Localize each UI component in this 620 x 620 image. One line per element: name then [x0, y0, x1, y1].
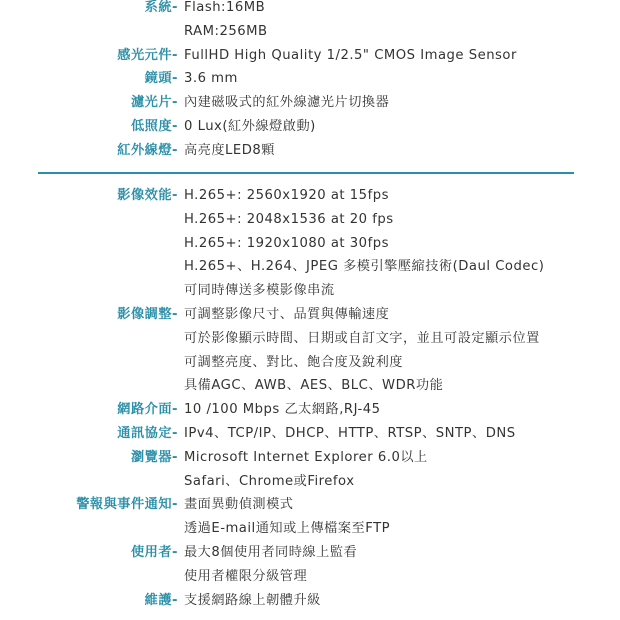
spec-value-line: 內建磁吸式的紅外線濾光片切換器 [184, 95, 390, 111]
spec-label: 低照度- [130, 118, 178, 134]
spec-value [184, 493, 620, 541]
spec-value-line: 畫面異動偵測模式 [184, 497, 294, 513]
spec-label: 系統- [144, 0, 178, 15]
spec-row-filter [0, 91, 620, 115]
spec-label: 通訊協定- [117, 425, 178, 441]
spec-label: 鏡頭- [144, 71, 178, 87]
spec-value-line: 10 /100 Mbps 乙太網路,RJ-45 [184, 402, 381, 418]
spec-label: 感光元件- [117, 47, 178, 63]
spec-value-line: H.265+: 1920x1080 at 30fps [184, 235, 389, 251]
spec-value [184, 446, 620, 494]
spec-row-protocols [0, 422, 620, 446]
spec-row-maintenance [0, 589, 620, 613]
spec-value [184, 589, 620, 613]
spec-value-line: H.265+: 2560x1920 at 15fps [184, 188, 389, 203]
spec-value [184, 115, 620, 139]
spec-label: 維護- [144, 592, 178, 608]
spec-value-line: Microsoft Internet Explorer 6.0以上 [184, 449, 428, 465]
spec-label: 濾光片- [130, 95, 178, 111]
spec-value [184, 0, 620, 44]
spec-row-min-illumination [0, 115, 620, 139]
spec-value-line: 透過E-mail通知或上傳檔案至FTP [184, 521, 391, 537]
spec-value-line: 0 Lux(紅外線燈啟動) [184, 118, 316, 134]
spec-row-sensor [0, 44, 620, 68]
spec-value-line: 可於影像顯示時間、日期或自訂文字，並且可設定顯示位置 [184, 330, 540, 346]
spec-value-line: Safari、Chrome或Firefox [184, 473, 355, 489]
spec-value [184, 139, 620, 163]
spec-label: 影像效能- [117, 188, 178, 203]
spec-value-line: RAM:256MB [184, 23, 268, 39]
spec-value-line: 高亮度LED8顆 [184, 142, 275, 158]
spec-value [184, 184, 620, 303]
spec-row-system [0, 0, 620, 44]
spec-value [184, 67, 620, 91]
spec-value-line: IPv4、TCP/IP、DHCP、HTTP、RTSP、SNTP、DNS [184, 425, 516, 441]
spec-value-line: H.265+: 2048x1536 at 20 fps [184, 211, 394, 227]
spec-value-line: H.265+、H.264、JPEG 多模引擎壓縮技術(Daul Codec) [184, 259, 545, 275]
spec-label: 網路介面- [117, 402, 178, 418]
spec-value [184, 303, 620, 398]
spec-value-line: Flash:16MB [184, 0, 266, 15]
spec-label: 使用者- [130, 544, 178, 560]
spec-label: 影像調整- [117, 306, 178, 322]
spec-value-line: 支援網路線上韌體升級 [184, 592, 321, 608]
spec-value-line: 3.6 mm [184, 71, 238, 87]
spec-value-line: 可調整影像尺寸、品質與傳輸速度 [184, 306, 390, 322]
spec-list-hardware [0, 0, 620, 163]
spec-value-line: FullHD High Quality 1/2.5" CMOS Image Sensor [184, 47, 517, 63]
spec-value [184, 398, 620, 422]
spec-row-alarm-event [0, 493, 620, 541]
spec-value [184, 91, 620, 115]
spec-row-video-adjustment [0, 303, 620, 398]
spec-value-line: 使用者權限分級管理 [184, 568, 308, 584]
spec-row-lens [0, 67, 620, 91]
spec-label: 瀏覽器- [130, 449, 178, 465]
spec-value-line: 可同時傳送多模影像串流 [184, 283, 335, 299]
spec-value [184, 44, 620, 68]
spec-label: 警報與事件通知- [76, 497, 178, 513]
spec-value [184, 541, 620, 589]
spec-row-browser [0, 446, 620, 494]
spec-row-users [0, 541, 620, 589]
spec-value-line: 最大8個使用者同時線上監看 [184, 544, 358, 560]
spec-list-software [0, 184, 620, 612]
spec-row-video-performance [0, 184, 620, 303]
spec-value [184, 422, 620, 446]
section-divider [38, 172, 574, 174]
spec-label: 紅外線燈- [117, 142, 178, 158]
spec-row-ir-led [0, 139, 620, 163]
spec-value-line: 可調整亮度、對比、飽合度及銳利度 [184, 354, 403, 370]
spec-row-network-interface [0, 398, 620, 422]
spec-value-line: 具備AGC、AWB、AES、BLC、WDR功能 [184, 378, 444, 394]
